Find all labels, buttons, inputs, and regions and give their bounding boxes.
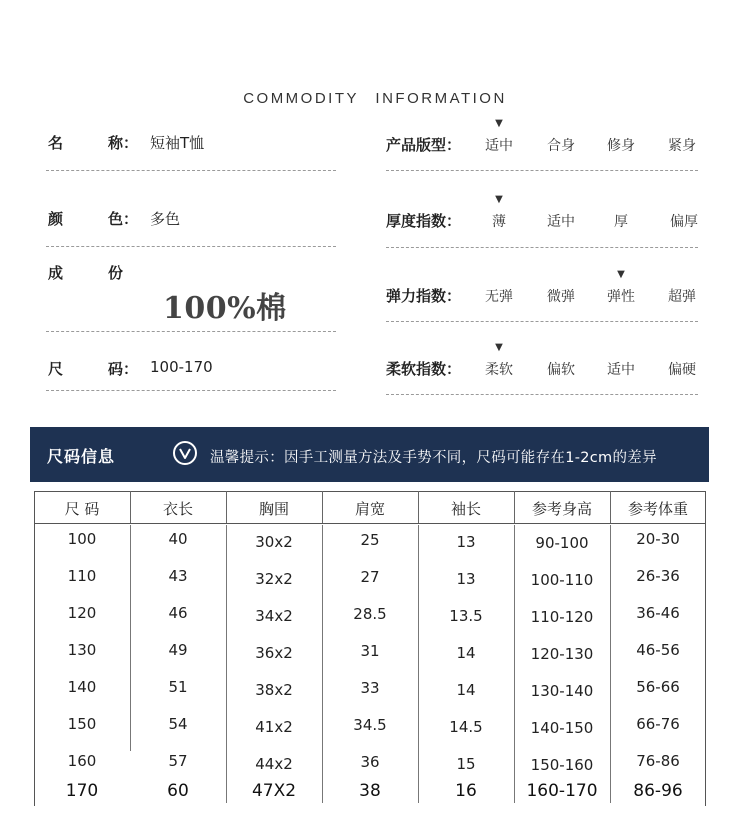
info-material-key1: 成 <box>48 264 64 282</box>
attr-softness-option: 偏软 <box>547 362 575 378</box>
selected-marker-icon: ▼ <box>495 342 503 353</box>
table-cell: 27 <box>360 568 380 586</box>
table-cell: 31 <box>360 642 380 660</box>
info-name-key2: 称： <box>108 134 139 152</box>
table-cell: 43 <box>168 567 188 585</box>
table-cell: 46 <box>168 604 188 622</box>
info-color-key2: 色： <box>108 210 139 228</box>
attr-thickness-option: 厚 <box>614 214 628 230</box>
attr-elasticity-label: 弹力指数： <box>386 287 462 305</box>
attr-elasticity-option: 微弹 <box>547 289 575 305</box>
table-cell: 13 <box>456 570 476 588</box>
attr-thickness-option: 偏厚 <box>670 214 698 230</box>
table-cell: 41x2 <box>255 718 293 736</box>
table-cell: 38 <box>359 781 381 801</box>
table-cell: 47X2 <box>251 781 297 801</box>
info-size-value: 100-170 <box>150 358 213 376</box>
banner-tip: 温馨提示：因手工测量方法及手势不同，尺码可能存在1-2cm的差异 <box>210 450 657 466</box>
table-cell: 15 <box>456 755 476 773</box>
table-cell: 56-66 <box>636 678 680 696</box>
attr-fit-option: 合身 <box>547 138 575 154</box>
attr-elasticity-option: 弹性 <box>607 289 635 305</box>
divider <box>386 170 698 171</box>
header-divider <box>34 523 706 524</box>
table-cell: 150-160 <box>530 756 594 774</box>
table-cell: 44x2 <box>255 755 293 773</box>
divider <box>46 390 336 391</box>
table-cell: 51 <box>168 678 188 696</box>
table-cell: 54 <box>168 715 188 733</box>
page-title: COMMODITY INFORMATION <box>243 90 507 107</box>
attr-thickness-option: 适中 <box>547 214 575 230</box>
table-cell: 110 <box>67 567 97 585</box>
table-cell: 14 <box>456 681 476 699</box>
info-material-key2: 份 <box>108 264 124 282</box>
table-cell: 38x2 <box>255 681 293 699</box>
table-header-cell: 尺 码 <box>64 500 100 518</box>
table-cell: 120 <box>67 604 97 622</box>
selected-marker-icon: ▼ <box>495 194 503 205</box>
table-header-cell: 胸围 <box>258 500 289 518</box>
table-cell: 25 <box>360 531 380 549</box>
attr-thickness-label: 厚度指数： <box>386 212 462 230</box>
info-color-key1: 颜 <box>48 210 64 228</box>
table-cell: 90-100 <box>535 534 589 552</box>
table-cell: 170 <box>65 781 99 801</box>
attr-fit-option: 修身 <box>607 138 635 154</box>
table-cell: 66-76 <box>636 715 680 733</box>
table-cell: 20-30 <box>636 530 680 548</box>
size-table <box>34 491 706 806</box>
table-cell: 140-150 <box>530 719 594 737</box>
table-cell: 36 <box>360 753 380 771</box>
info-size-key1: 尺 <box>48 360 64 378</box>
table-cell: 46-56 <box>636 641 680 659</box>
info-name-key1: 名 <box>48 134 64 152</box>
table-cell: 160-170 <box>526 781 598 801</box>
info-material-value: 100%棉 <box>163 291 287 326</box>
table-cell: 120-130 <box>530 645 594 663</box>
divider <box>46 331 336 332</box>
table-cell: 36-46 <box>636 604 680 622</box>
table-header-cell: 肩宽 <box>354 500 385 518</box>
table-cell: 33 <box>360 679 380 697</box>
banner-title: 尺码信息 <box>47 447 116 466</box>
table-cell: 26-36 <box>636 567 680 585</box>
table-cell: 28.5 <box>353 605 387 623</box>
table-cell: 14.5 <box>449 718 483 736</box>
attr-fit-option: 紧身 <box>668 138 696 154</box>
selected-marker-icon: ▼ <box>495 118 503 129</box>
divider <box>386 394 698 395</box>
attr-elasticity-option: 无弹 <box>485 289 513 305</box>
attr-elasticity-option: 超弹 <box>668 289 696 305</box>
attr-softness-option: 适中 <box>607 362 635 378</box>
table-cell: 34.5 <box>353 716 387 734</box>
table-cell: 13.5 <box>449 607 483 625</box>
table-cell: 16 <box>455 781 477 801</box>
divider <box>386 321 698 322</box>
table-cell: 140 <box>67 678 97 696</box>
table-cell: 32x2 <box>255 570 293 588</box>
table-cell: 49 <box>168 641 188 659</box>
attr-fit-option: 适中 <box>485 138 513 154</box>
table-header-cell: 衣长 <box>162 500 193 518</box>
attr-softness-label: 柔软指数： <box>386 360 462 378</box>
table-cell: 13 <box>456 533 476 551</box>
table-header-cell: 参考体重 <box>627 500 688 518</box>
table-cell: 40 <box>168 530 188 548</box>
table-cell: 130-140 <box>530 682 594 700</box>
selected-marker-icon: ▼ <box>617 269 625 280</box>
table-header-cell: 参考身高 <box>531 500 592 518</box>
table-cell: 160 <box>67 752 97 770</box>
table-cell: 76-86 <box>636 752 680 770</box>
divider <box>386 247 698 248</box>
attr-softness-option: 柔软 <box>485 362 513 378</box>
attr-fit-label: 产品版型： <box>386 136 462 154</box>
info-name-value: 短袖T恤 <box>150 134 205 152</box>
table-cell: 36x2 <box>255 644 293 662</box>
attr-softness-option: 偏硬 <box>668 362 696 378</box>
table-cell: 130 <box>67 641 97 659</box>
table-cell: 86-96 <box>633 781 683 801</box>
info-size-key2: 码： <box>108 360 139 378</box>
table-header-cell: 袖长 <box>450 500 481 518</box>
table-cell: 150 <box>67 715 97 733</box>
table-cell: 100-110 <box>530 571 594 589</box>
table-cell: 30x2 <box>255 533 293 551</box>
info-color-value: 多色 <box>150 210 181 228</box>
table-cell: 60 <box>167 781 189 801</box>
size-info-banner <box>30 427 709 482</box>
check-v-circle-icon <box>173 441 197 465</box>
table-cell: 100 <box>67 530 97 548</box>
table-cell: 34x2 <box>255 607 293 625</box>
attr-thickness-option: 薄 <box>492 214 506 230</box>
divider <box>46 246 336 247</box>
table-cell: 110-120 <box>530 608 594 626</box>
divider <box>46 170 336 171</box>
table-cell: 14 <box>456 644 476 662</box>
table-cell: 57 <box>168 752 188 770</box>
